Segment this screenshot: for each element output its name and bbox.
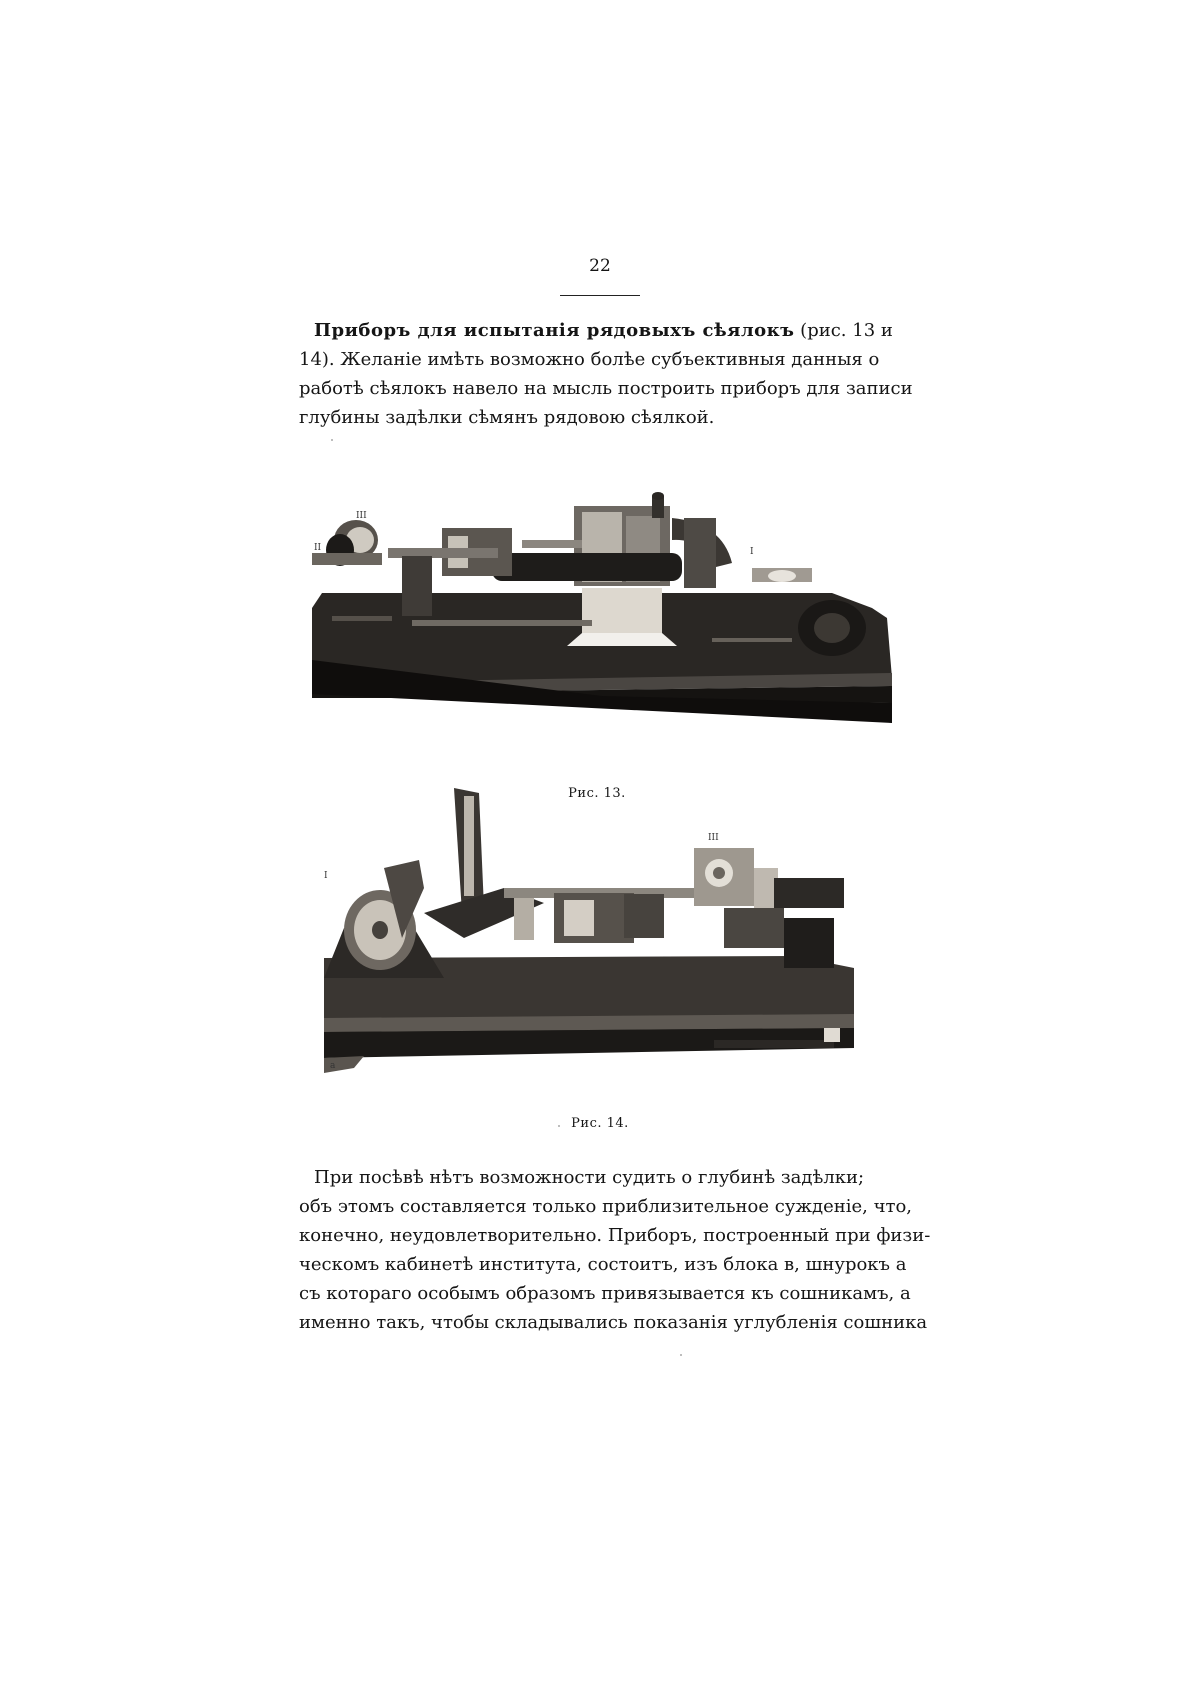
scan-speck (331, 439, 333, 441)
figure-13-caption: Рис. 13. (568, 786, 626, 801)
scan-speck (680, 1354, 682, 1356)
page-number-rule (560, 295, 640, 296)
paragraph-line: При посѣвѣ нѣтъ возможности судить о глубинѣ задѣлки; (314, 1167, 865, 1188)
figure-13-photo (312, 498, 892, 755)
section-heading: Приборъ для испытанія рядовыхъ сѣялокъ (314, 320, 795, 341)
figure-14-caption: Рис. 14. (571, 1116, 629, 1131)
paragraph-line: конечно, неудовлетворительно. Приборъ, построенный при физи- (299, 1225, 931, 1246)
paragraph-line: съ котораго особымъ образомъ привязывается къ сошникамъ, а (299, 1283, 911, 1304)
paragraph-line: объ этомъ составляется только приблизительное сужденіе, что, (299, 1196, 913, 1217)
intro-paragraph (299, 316, 913, 432)
figure-label: III (708, 833, 719, 843)
paragraph-line: работѣ сѣялокъ навело на мысль построить приборъ для записи (299, 378, 913, 399)
figure-label: II (314, 543, 322, 553)
paragraph-line: ческомъ кабинетѣ института, состоитъ, изъ блока в, шнурокъ а (299, 1254, 907, 1275)
body-paragraph (299, 1163, 931, 1337)
page-number: 22 (589, 256, 611, 276)
paragraph-line: 14). Желаніе имѣть возможно болѣе субъективныя данныя о (299, 349, 880, 370)
paragraph-line: именно такъ, чтобы складывались показанія углубленія сошника (299, 1312, 928, 1333)
scan-speck (558, 1125, 560, 1127)
figure-14-photo (324, 833, 854, 1088)
figure-label: III (356, 511, 367, 521)
paragraph-line: Приборъ для испытанія рядовыхъ сѣялокъ (рис. 13 и (314, 320, 893, 341)
figure-label: I (324, 871, 328, 881)
figure-label: I (750, 547, 754, 557)
paragraph-line: глубины задѣлки сѣмянъ рядовою сѣялкой. (299, 407, 715, 428)
figure-label: a (330, 1061, 336, 1071)
